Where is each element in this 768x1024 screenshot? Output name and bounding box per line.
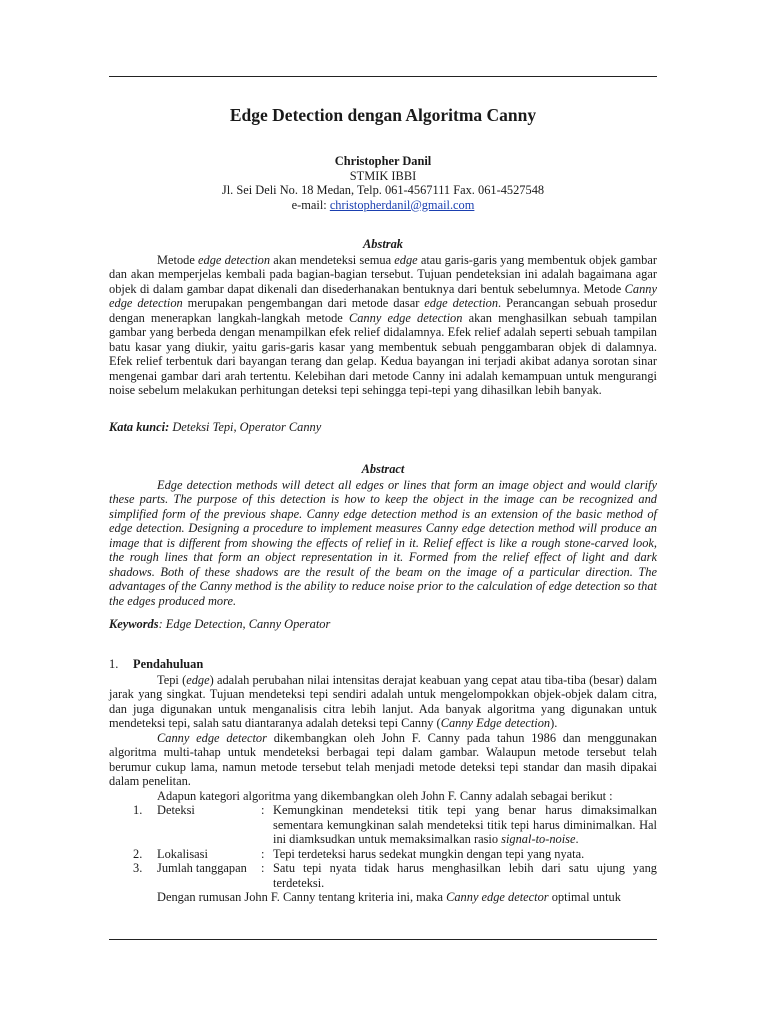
paragraph-term: edge	[186, 672, 210, 687]
paragraph-term: Canny Edge detection	[440, 716, 551, 730]
keywords	[109, 617, 657, 632]
section-number: 1.	[109, 657, 119, 671]
abstract-section	[109, 462, 657, 608]
paragraph: Adapun kategori algoritma yang dikembangkan oleh John F. Canny adalah sebagai berikut :	[157, 788, 613, 803]
abstract-body: Edge detection methods will detect all edges or lines that form an image object and would clarify these parts. The purpose of this detection is how to keep the object in the image can be recognized and simplified form of the previous shape. Canny edge detection method is an extension of the basic method of edge detection. Designing a procedure to implement measures Canny edge detection method will produce an image that is different from showing the effects of relief in it. Relief effect is like a rough stone-carved look, the rough lines that form an object representation in it. Formed from the relief effect of light and dark shadows. Both of these shadows are the result of the beam on the image of a particular direction. The advantages of the Canny method is the ability to reduce noise prior to the calculation of edge detection so that the edges produced more.	[109, 477, 657, 608]
paragraph	[109, 890, 657, 905]
author-name: Christopher Danil	[334, 154, 432, 168]
criteria-desc: Tepi terdeteksi harus sedekat mungkin dengan tepi yang nyata.	[273, 846, 585, 861]
abstrak-text: merupakan pengembangan dari metode dasar	[182, 296, 425, 310]
email-link[interactable]: christopherdanil@gmail.com	[329, 197, 475, 212]
paragraph-term: Canny edge detector	[446, 890, 549, 904]
abstrak-text: atau garis-garis yang membentuk objek gambar dan akan memperjelas kembali pada bagian-bagian tersebut. Tujuan pendeteksian ini adalah bagaimana agar objek di dalam gambar dapat dikenali dan disederhanakan bentuknya dari bentuk sebelumnya. Metode	[109, 252, 657, 296]
paragraph-text: Tepi (	[157, 672, 187, 687]
kata-kunci-text: Deteksi Tepi, Operator Canny	[169, 420, 322, 434]
criteria-desc-text: .	[575, 832, 579, 846]
paragraph-text: ).	[550, 716, 558, 730]
abstrak-text: Metode	[157, 252, 199, 267]
abstrak-term: Canny edge detection	[348, 310, 463, 325]
abstrak-term: edge detection	[424, 296, 499, 310]
criteria-colon: :	[261, 861, 265, 875]
criteria-item	[109, 861, 657, 890]
email-prefix: e-mail:	[291, 197, 330, 212]
paragraph-term: Canny edge detector	[157, 730, 267, 745]
abstrak-text: akan mendeteksi semua	[270, 252, 395, 267]
abstrak-heading: Abstrak	[363, 237, 403, 251]
keywords-label: Keywords	[109, 617, 159, 631]
abstrak-term: Canny edge detection	[109, 281, 657, 310]
affiliation: STMIK IBBI	[349, 168, 417, 183]
criteria-number: 3.	[133, 861, 143, 875]
abstrak-section	[109, 237, 657, 398]
abstrak-text: akan menghasilkan sebuah tampilan gambar yang berbeda dengan menampilkan efek relief didalamnya. Efek relief adalah seperti sebuah tampilan batu kasar yang diukir, yaitu garis-garis kasar yang membentuk sebuah penggambaran objek di dalamnya. Efek relief terbentuk dari bayangan terang dan gelap. Kedua bayangan ini terjadi akibat adanya sorotan sinar mengenai gambar dari arah tertentu. Kelebihan dari metode Canny ini adalah kemampuan untuk mengurangi noise sebelum melakukan perhitungan deteksi tepi sehingga tepi-tepi yang dihasilkan lebih banyak.	[109, 310, 657, 397]
section-pendahuluan	[109, 657, 657, 905]
criteria-desc: Satu tepi nyata tidak harus menghasilkan lebih dari satu ujung yang terdeteksi.	[273, 861, 657, 890]
criteria-desc-text: Kemungkinan mendeteksi titik tepi yang benar harus dimaksimalkan sementara kemungkinan salah mendeteksi titik tepi harus diminimalkan. Hal ini diamksudkan untuk memaksimalkan rasio	[273, 803, 657, 846]
criteria-number: 2.	[133, 846, 143, 861]
abstrak-text: . Perancangan sebuah prosedur dengan menerapkan langkah-langkah metode	[109, 296, 658, 325]
section-title: Pendahuluan	[133, 657, 204, 671]
abstrak-body	[109, 253, 657, 398]
paragraph-text: Dengan rumusan John F. Canny tentang kriteria ini, maka	[157, 890, 447, 904]
criteria-term: Jumlah tanggapan	[157, 861, 247, 875]
criteria-colon: :	[261, 803, 265, 817]
paper-title: Edge Detection dengan Algoritma Canny	[229, 105, 537, 125]
kata-kunci-label: Kata kunci:	[109, 420, 170, 434]
paragraph	[109, 731, 657, 789]
paragraph-text: ) adalah perubahan nilai intensitas derajat keabuan yang cepat atau tiba-tiba (besar) dalam jarak yang singkat. Tujuan mendeteksi tepi sendiri adalah untuk mengelompokkan objek-objek dalam citra, dan juga digunakan untuk menganalisis citra lebih lanjut. Ada banyak algoritma yang digunakan untuk mendeteksi tepi, salah satu diantaranya adalah deteksi tepi Canny (	[109, 672, 657, 730]
paragraph	[109, 673, 657, 731]
author-block	[109, 154, 657, 212]
keywords-text: : Edge Detection, Canny Operator	[158, 617, 331, 631]
criteria-number: 1.	[133, 803, 143, 817]
criteria-colon: :	[261, 846, 265, 861]
section-heading	[109, 657, 657, 672]
paragraph-text: optimal untuk	[548, 890, 621, 904]
criteria-term: Deteksi	[157, 803, 195, 817]
email-line	[109, 198, 657, 213]
criteria-desc-term: signal-to-noise	[501, 832, 576, 846]
abstrak-term: edge	[394, 252, 418, 267]
criteria-term: Lokalisasi	[157, 846, 208, 861]
abstrak-term: edge detection	[198, 252, 271, 267]
paragraph-text: dikembangkan oleh John F. Canny pada tahun 1986 dan menggunakan algoritma multi-tahap untuk mendeteksi berbagai tepi dalam gambar. Walaupun metode tersebut telah berumur cukup lama, namun metode tersebut telah menjadi metode deteksi tepi standar dan masih dipakai dalam penelitan.	[109, 730, 657, 788]
top-rule	[109, 76, 657, 77]
address: Jl. Sei Deli No. 18 Medan, Telp. 061-4567111 Fax. 061-4527548	[221, 183, 545, 197]
criteria-item	[109, 803, 657, 847]
criteria-item	[109, 847, 657, 862]
abstract-heading: Abstract	[361, 462, 405, 476]
criteria-desc	[273, 803, 657, 847]
bottom-rule	[109, 939, 657, 940]
kata-kunci	[109, 420, 657, 435]
